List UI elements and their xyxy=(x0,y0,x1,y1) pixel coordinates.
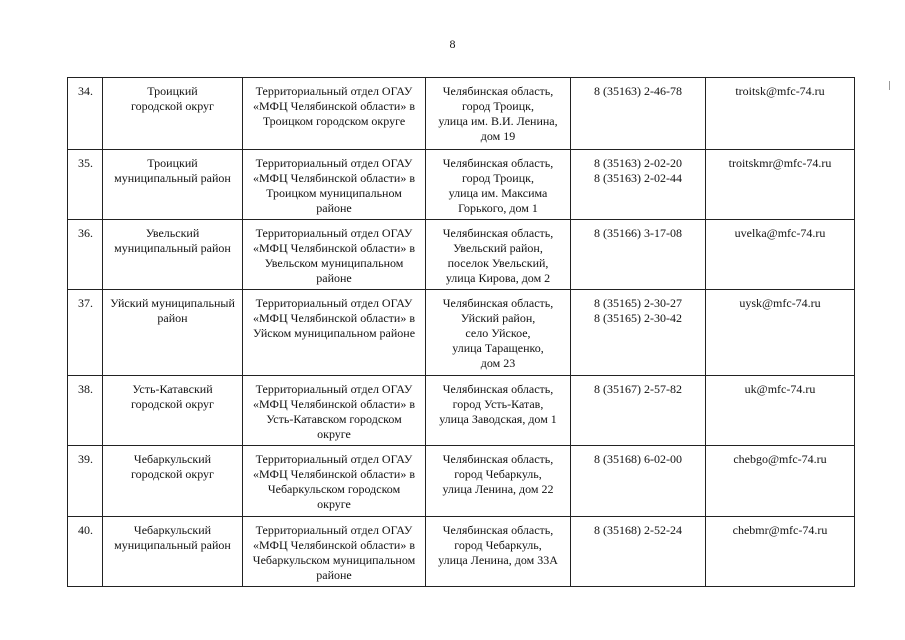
area-cell: Чебаркульский городской округ xyxy=(103,446,243,517)
row-number: 39. xyxy=(68,446,103,517)
address-cell: Челябинская область, Уйский район, село Уйское, улица Таращенко, дом 23 xyxy=(426,290,571,376)
address-cell: Челябинская область, город Троицк, улица им. Максима Горького, дом 1 xyxy=(426,150,571,220)
organization-cell: Территориальный отдел ОГАУ «МФЦ Челябинской области» в Увельском муниципальном районе xyxy=(243,220,426,290)
area-cell: Троицкий городской округ xyxy=(103,78,243,150)
address-cell: Челябинская область, город Чебаркуль, улица Ленина, дом 22 xyxy=(426,446,571,517)
organization-cell: Территориальный отдел ОГАУ «МФЦ Челябинской области» в Уйском муниципальном районе xyxy=(243,290,426,376)
row-number: 38. xyxy=(68,376,103,446)
row-number: 36. xyxy=(68,220,103,290)
page-number: 8 xyxy=(449,37,456,51)
area-cell: Троицкий муниципальный район xyxy=(103,150,243,220)
margin-mark xyxy=(889,81,890,90)
area-cell: Уйский муниципальный район xyxy=(103,290,243,376)
row-number: 40. xyxy=(68,517,103,587)
email-cell: chebmr@mfc-74.ru xyxy=(706,517,855,587)
table-row xyxy=(68,290,855,376)
phone-cell: 8 (35168) 6-02-00 xyxy=(571,446,706,517)
phone-cell: 8 (35168) 2-52-24 xyxy=(571,517,706,587)
row-number: 37. xyxy=(68,290,103,376)
email-cell: chebgo@mfc-74.ru xyxy=(706,446,855,517)
row-number: 35. xyxy=(68,150,103,220)
area-cell: Чебаркульский муниципальный район xyxy=(103,517,243,587)
email-cell: troitskmr@mfc-74.ru xyxy=(706,150,855,220)
email-cell: troitsk@mfc-74.ru xyxy=(706,78,855,150)
address-cell: Челябинская область, город Чебаркуль, улица Ленина, дом 33А xyxy=(426,517,571,587)
table-row xyxy=(68,220,855,290)
address-cell: Челябинская область, Увельский район, поселок Увельский, улица Кирова, дом 2 xyxy=(426,220,571,290)
table-row xyxy=(68,517,855,587)
table-row xyxy=(68,446,855,517)
phone-cell: 8 (35166) 3-17-08 xyxy=(571,220,706,290)
phone-cell: 8 (35165) 2-30-27 8 (35165) 2-30-42 xyxy=(571,290,706,376)
organization-cell: Территориальный отдел ОГАУ «МФЦ Челябинской области» в Троицком городском округе xyxy=(243,78,426,150)
mfc-offices-table xyxy=(67,77,855,587)
address-cell: Челябинская область, город Усть-Катав, улица Заводская, дом 1 xyxy=(426,376,571,446)
table-row xyxy=(68,376,855,446)
organization-cell: Территориальный отдел ОГАУ «МФЦ Челябинской области» в Троицком муниципальном районе xyxy=(243,150,426,220)
organization-cell: Территориальный отдел ОГАУ «МФЦ Челябинской области» в Чебаркульском городском округе xyxy=(243,446,426,517)
row-number: 34. xyxy=(68,78,103,150)
table-row xyxy=(68,78,855,150)
email-cell: uk@mfc-74.ru xyxy=(706,376,855,446)
phone-cell: 8 (35167) 2-57-82 xyxy=(571,376,706,446)
phone-cell: 8 (35163) 2-46-78 xyxy=(571,78,706,150)
address-cell: Челябинская область, город Троицк, улица им. В.И. Ленина, дом 19 xyxy=(426,78,571,150)
organization-cell: Территориальный отдел ОГАУ «МФЦ Челябинской области» в Усть-Катавском городском округе xyxy=(243,376,426,446)
area-cell: Усть-Катавский городской округ xyxy=(103,376,243,446)
table-row xyxy=(68,150,855,220)
organization-cell: Территориальный отдел ОГАУ «МФЦ Челябинской области» в Чебаркульском муниципальном районе xyxy=(243,517,426,587)
email-cell: uysk@mfc-74.ru xyxy=(706,290,855,376)
phone-cell: 8 (35163) 2-02-20 8 (35163) 2-02-44 xyxy=(571,150,706,220)
email-cell: uvelka@mfc-74.ru xyxy=(706,220,855,290)
area-cell: Увельский муниципальный район xyxy=(103,220,243,290)
